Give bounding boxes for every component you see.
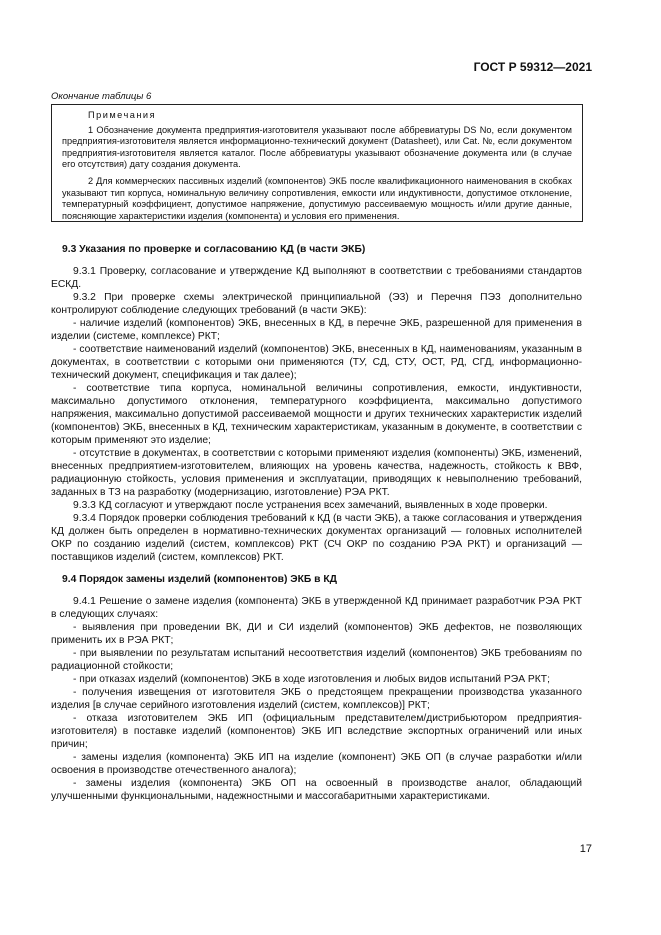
list-item: - замены изделия (компонента) ЭКБ ОП на освоенный в производстве аналог, обладающий улучшенными функциональными, надежностными и массогабаритными характеристиками. xyxy=(51,778,582,802)
note-item: 2 Для коммерческих пассивных изделий (компонентов) ЭКБ после квалификационного наименования в скобках указывают тип корпуса, номинальную величину сопротивления, емкости или индуктивности, допустимое отклонение, температурный коэффициент, допустимое напряжение, допустимую рассеиваемую мощность и/или другие данные, поясняющие характеристики изделия (компонента) и условия его применения. xyxy=(62,175,572,221)
list-item: - замены изделия (компонента) ЭКБ ИП на изделие (компонент) ЭКБ ОП (в случае разработки и/или освоения в производстве отечественного аналога); xyxy=(51,752,582,776)
table-continuation-caption: Окончание таблицы 6 xyxy=(51,91,152,102)
paragraph: 9.3.2 При проверке схемы электрической принципиальной (Э3) и Перечня ПЭ3 дополнительно контролируют соблюдение следующих требований (в части ЭКБ): xyxy=(51,292,582,316)
paragraph: 9.3.3 КД согласуют и утверждают после устранения всех замечаний, выявленных в ходе проверки. xyxy=(73,500,548,511)
note-item: 1 Обозначение документа предприятия-изготовителя указывают после аббревиатуры DS No, если документом предприятия-изготовителя является информационно-технический документ (Datasheet), или Cat. №, если документом предприятия-изготовителя является каталог. После аббревиатуры указывают обозначение документа или (в случае его отсутствия) дату создания документа. xyxy=(62,124,572,170)
paragraph: 9.4.1 Решение о замене изделия (компонента) ЭКБ в утвержденной КД принимает разработчик РЭА РКТ в следующих случаях: xyxy=(51,596,582,620)
list-item: - наличие изделий (компонентов) ЭКБ, внесенных в КД, в перечне ЭКБ, разрешенной для применения в изделии (системе, комплексе) РКТ; xyxy=(51,318,582,342)
list-item: - отказа изготовителем ЭКБ ИП (официальным представителем/дистрибьютором предприятия-изготовителя) в поставке изделий (компонентов) ЭКБ ИП вследствие экспортных ограничений или иных причин; xyxy=(51,713,582,750)
notes-title: Примечания xyxy=(88,110,157,120)
paragraph: 9.3.1 Проверку, согласование и утверждение КД выполняют в соответствии с требованиями стандартов ЕСКД. xyxy=(51,266,582,290)
section-spacer xyxy=(51,564,582,573)
list-item: - при выявлении по результатам испытаний несоответствия изделий (компонентов) ЭКБ требованиям по радиационной стойкости; xyxy=(51,648,582,672)
page-number: 17 xyxy=(579,843,592,855)
section-heading-9-4: 9.4 Порядок замены изделий (компонентов) ЭКБ в КД xyxy=(62,574,337,585)
list-item: - при отказах изделий (компонентов) ЭКБ в ходе изготовления и любых видов испытаний РЭА РКТ; xyxy=(73,674,550,685)
document-body xyxy=(51,243,582,803)
list-item: - отсутствие в документах, в соответствии с которыми применяют изделия (компоненты) ЭКБ, изменений, внесенных предприятием-изготовителем, влияющих на уровень качества, надежность, стойкость к ВВФ, радиационную стойкость, условия применения и эксплуатации, приводящих к невыполнению требований, заданных в ТЗ на разработку (модернизацию, изготовление) РЭА РКТ. xyxy=(51,448,582,498)
list-item: - получения извещения от изготовителя ЭКБ о предстоящем прекращении производства указанного изделия [в случае серийного изготовления изделий (систем, комплексов)] РКТ; xyxy=(51,687,582,711)
table-notes-box xyxy=(51,104,583,222)
document-code: ГОСТ Р 59312—2021 xyxy=(473,60,592,74)
section-heading-9-3: 9.3 Указания по проверке и согласованию КД (в части ЭКБ) xyxy=(62,244,366,255)
list-item: - выявления при проведении ВК, ДИ и СИ изделий (компонентов) ЭКБ дефектов, не позволяющих применить их в РЭА РКТ; xyxy=(51,622,582,646)
list-item: - соответствие типа корпуса, номинальной величины сопротивления, емкости, индуктивности, максимально допустимого отклонения, температурного коэффициента, максимально допустимого напряжения, максимально допустимой рассеиваемой мощности и других технических характеристик изделий (компонентов) ЭКБ, внесенных в КД, техническим характеристикам, указанным в документе, в соответствии с которым применяют это изделие; xyxy=(51,383,582,446)
paragraph: 9.3.4 Порядок проверки соблюдения требований к КД (в части ЭКБ), а также согласования и утверждения КД должен быть определен в нормативно-технических документах организаций — головных исполнителей ОКР по созданию изделий (систем, комплексов) РКТ (СЧ ОКР по созданию РЭА РКТ) и организаций — поставщиков изделий (систем, комплексов) РКТ. xyxy=(51,513,582,563)
list-item: - соответствие наименований изделий (компонентов) ЭКБ, внесенных в КД, наименованиям, указанным в документах, в соответствии с которыми они применяются (ТУ, СД, СТУ, ОСТ, РД, СГД, информационно-технический документ, спецификация и так далее); xyxy=(51,344,582,381)
